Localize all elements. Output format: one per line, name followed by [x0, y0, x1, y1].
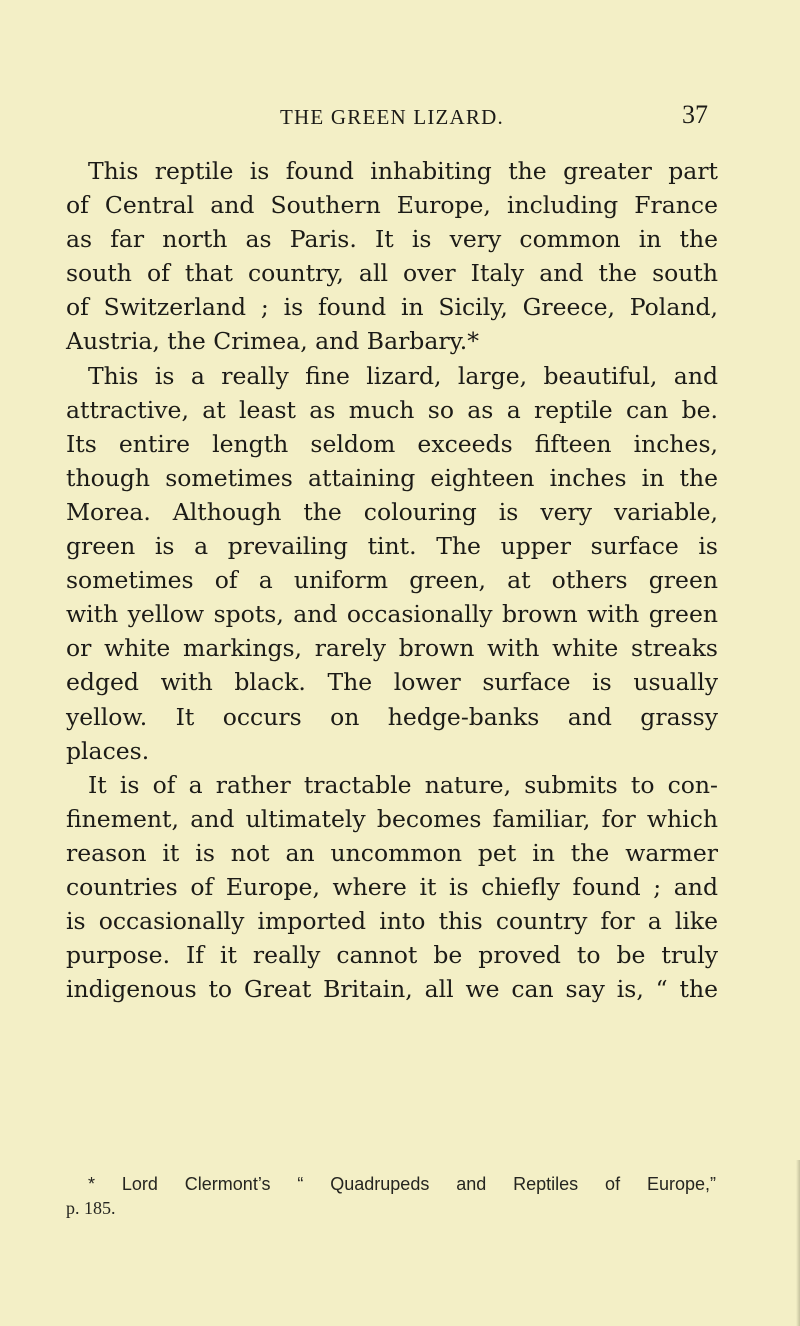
running-head [0, 100, 800, 134]
text-line: with yellow spots, and occasionally brown with green [66, 600, 718, 629]
text-line: indigenous to Great Britain, all we can say is, “ the [66, 975, 718, 1004]
footnote [66, 1172, 716, 1220]
text-line: Austria, the Crimea, and Barbary.* [66, 327, 479, 356]
text-line: finement, and ultimately becomes familiar, for which [66, 804, 718, 833]
text-line: places. [66, 736, 150, 765]
text-line: or white markings, rarely brown with white streaks [66, 634, 718, 663]
page-number: 37 [682, 100, 708, 129]
text-line: as far north as Paris. It is very common in the [66, 225, 718, 254]
text-line: attractive, at least as much so as a reptile can be. [66, 395, 718, 424]
text-line: is occasionally imported into this country for a like [66, 907, 718, 936]
text-line: though sometimes attaining eighteen inches in the [66, 463, 718, 492]
text-line: edged with black. The lower surface is usually [66, 668, 718, 697]
text-line: This is a really fine lizard, large, beautiful, and [88, 361, 718, 390]
body-text [66, 154, 718, 1006]
text-line: sometimes of a uniform green, at others green [66, 566, 718, 595]
footnote-line: * Lord Clermont’s “ Quadrupeds and Reptiles of Europe,” [88, 1174, 716, 1194]
text-line: Its entire length seldom exceeds fifteen inches, [66, 429, 718, 458]
text-line: This reptile is found inhabiting the greater part [88, 157, 718, 185]
text-line: It is of a rather tractable nature, submits to con- [88, 770, 718, 799]
text-line: of Switzerland ; is found in Sicily, Greece, Poland, [66, 293, 718, 322]
text-line: purpose. If it really cannot be proved to be truly [66, 941, 718, 970]
text-line: of Central and Southern Europe, including France [66, 191, 718, 220]
text-line: south of that country, all over Italy and the south [66, 259, 718, 288]
page-edge-shadow [796, 1160, 800, 1326]
running-title: THE GREEN LIZARD. [280, 105, 504, 129]
text-line: reason it is not an uncommon pet in the warmer [66, 838, 718, 867]
text-line: countries of Europe, where it is chiefly found ; and [66, 872, 718, 901]
footnote-line: p. 185. [66, 1198, 116, 1218]
text-line: Morea. Although the colouring is very variable, [66, 497, 718, 526]
text-line: green is a prevailing tint. The upper surface is [66, 532, 718, 561]
text-line: yellow. It occurs on hedge-banks and grassy [66, 702, 718, 731]
